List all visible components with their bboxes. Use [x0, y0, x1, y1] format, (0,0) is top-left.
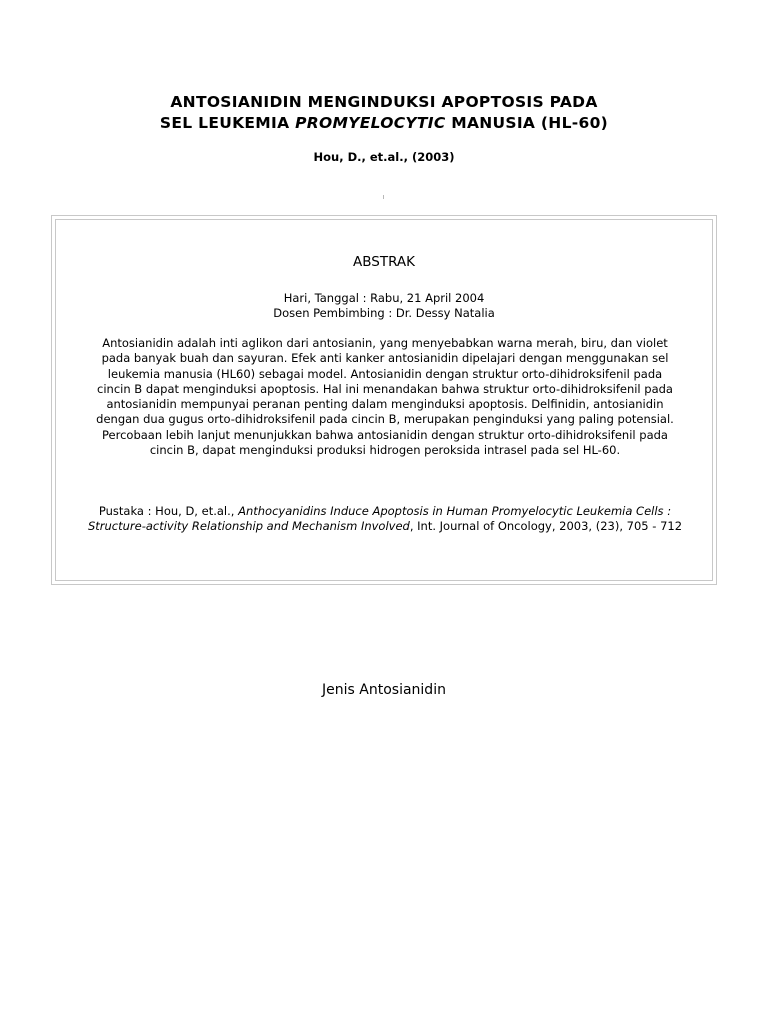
- title-line-2-suffix: MANUSIA (HL-60): [445, 114, 609, 132]
- title-line-1: ANTOSIANIDIN MENGINDUKSI APOPTOSIS PADA: [170, 93, 598, 111]
- abstract-inner-frame: [55, 219, 713, 581]
- abstract-heading: ABSTRAK: [353, 254, 415, 270]
- authors-citation: Hou, D., et.al., (2003): [313, 150, 455, 164]
- reference-prefix: Pustaka : Hou, D, et.al.,: [98, 504, 239, 518]
- abstract-box: [51, 215, 717, 585]
- reference-title: Anthocyanidins Induce Apoptosis in Human Promyelocytic Leukemia Cells : Structure-activity Relationship and Mechanism Involved: [87, 504, 672, 534]
- abstract-body: Antosianidin adalah inti aglikon dari antosianin, yang menyebabkan warna merah, biru, dan violet pada banyak buah dan sayuran. Efek anti kanker antosianidin dipelajari dengan menggunakan sel leukemia manusia (HL60) sebagai model. Antosianidin dengan struktur orto-dihidroksifenil pada cincin B dapat menginduksi apoptosis. Hal ini menandakan bahwa struktur orto-dihidroksifenil pada antosianidin mempunyai peranan penting dalam menginduksi apoptosis. Delfinidin, antosianidin dengan dua gugus orto-dihidroksifenil pada cincin B, merupakan penginduksi yang paling potensial. Percobaan lebih lanjut menunjukkan bahwa antosianidin dengan struktur orto-dihidroksifenil pada cincin B, dapat menginduksi produksi hidrogen peroksida intrasel pada sel HL-60.: [96, 336, 674, 458]
- advisor-line: Dosen Pembimbing : Dr. Dessy Natalia: [273, 306, 495, 320]
- reference: [84, 504, 686, 535]
- reference-suffix: , Int. Journal of Oncology, 2003, (23), 705 - 712: [409, 519, 683, 534]
- title-line-2-italic: PROMYELOCYTIC: [295, 114, 446, 132]
- section-heading: Jenis Antosianidin: [322, 682, 446, 698]
- title-line-2-prefix: SEL LEUKEMIA: [159, 114, 296, 132]
- date-line: Hari, Tanggal : Rabu, 21 April 2004: [283, 291, 485, 305]
- page-title: [0, 92, 768, 134]
- divider-mark: [383, 195, 384, 199]
- abstract-meta: [56, 291, 712, 321]
- title-line-2: [0, 113, 768, 134]
